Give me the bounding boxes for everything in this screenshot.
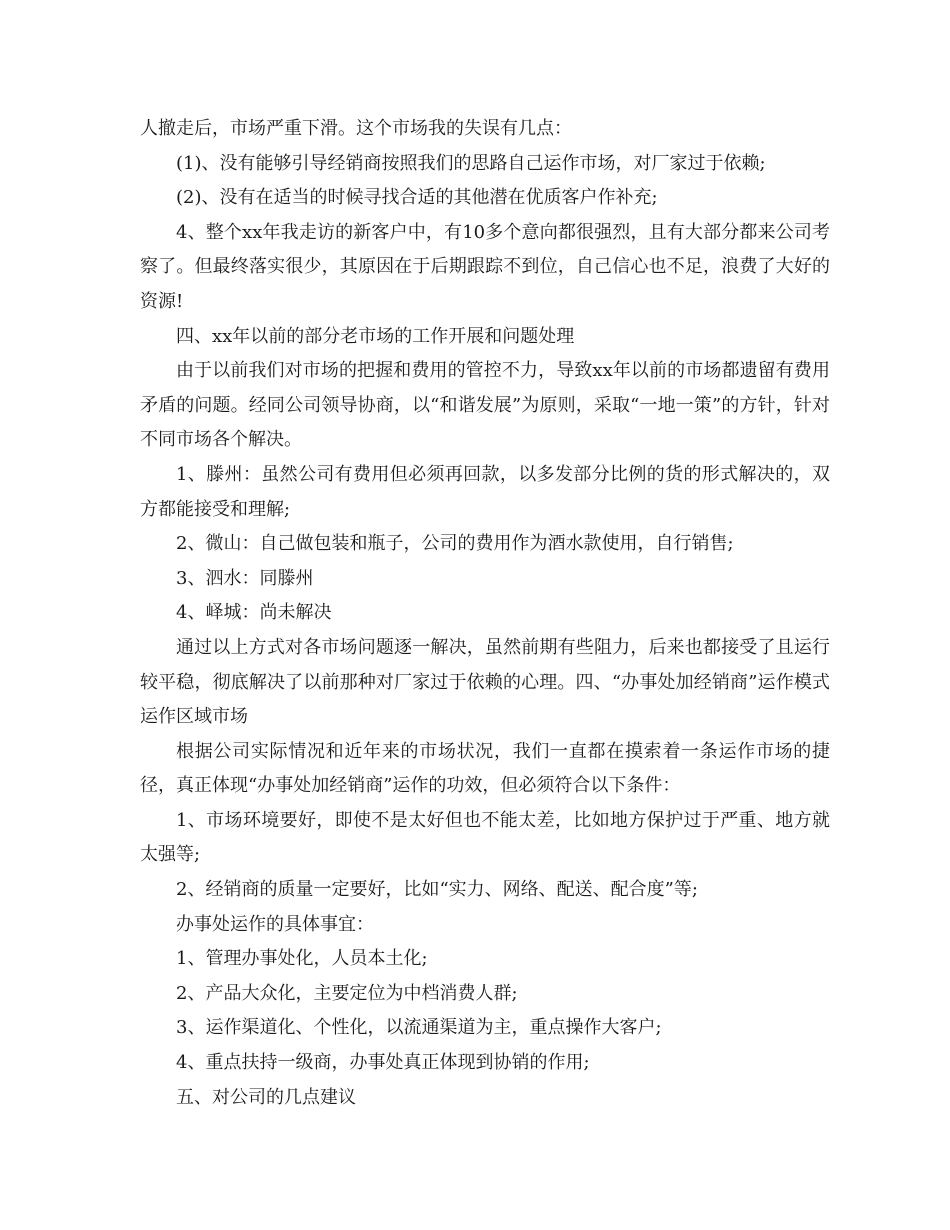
list-item: 2、经销商的质量一定要好，比如“实力、网络、配送、配合度”等;	[176, 879, 698, 901]
paragraph: (2)、没有在适当的时候寻找合适的其他潜在优质客户作补充;	[176, 187, 658, 209]
paragraph: 办事处运作的具体事宜：	[176, 913, 374, 935]
paragraph: 根据公司实际情况和近年来的市场状况，我们一直都在摸索着一条运作市场的捷径，真正体现“办事处加经销商”运作的功效，但必须符合以下条件：	[140, 740, 830, 797]
document-body	[140, 112, 830, 1115]
list-item: 4、重点扶持一级商，办事处真正体现到协销的作用;	[176, 1052, 590, 1074]
list-item: 1、管理办事处化，人员本土化;	[176, 948, 428, 970]
section-heading: 四、xx年以前的部分老市场的工作开展和问题处理	[176, 325, 575, 347]
list-item: 3、运作渠道化、个性化，以流通渠道为主，重点操作大客户;	[176, 1017, 662, 1039]
list-item: 2、产品大众化，主要定位为中档消费人群;	[176, 982, 518, 1004]
paragraph: 由于以前我们对市场的把握和费用的管控不力，导致xx年以前的市场都遗留有费用矛盾的问题。经同公司领导协商，以“和谐发展”为原则，采取“一地一策”的方针，针对不同市场各个解决。	[140, 360, 830, 451]
paragraph: 人撤走后，市场严重下滑。这个市场我的失误有几点：	[140, 118, 572, 139]
paragraph: 通过以上方式对各市场问题逐一解决，虽然前期有些阻力，后来也都接受了且运行较平稳，彻底解决了以前那种对厂家过于依赖的心理。四、“办事处加经销商”运作模式运作区域市场	[140, 636, 830, 728]
list-item: 1、市场环境要好，即使不是太好但也不能太差，比如地方保护过于严重、地方就太强等;	[140, 809, 830, 866]
paragraph: (1)、没有能够引导经销商按照我们的思路自己运作市场，对厂家过于依赖;	[176, 152, 766, 174]
list-item: 2、微山：自己做包装和瓶子，公司的费用作为酒水款使用，自行销售;	[176, 533, 734, 555]
paragraph: 4、整个xx年我走访的新客户中，有10多个意向都很强烈，且有大部分都来公司考察了。但最终落实很少，其原因在于后期跟踪不到位，自己信心也不足，浪费了大好的资源!	[140, 221, 830, 312]
list-item: 3、泗水：同滕州	[176, 567, 314, 589]
list-item: 4、峄城：尚未解决	[176, 602, 332, 624]
section-heading: 五、对公司的几点建议	[176, 1086, 356, 1108]
list-item: 1、滕州：虽然公司有费用但必须再回款，以多发部分比例的货的形式解决的，双方都能接受和理解;	[140, 463, 830, 520]
